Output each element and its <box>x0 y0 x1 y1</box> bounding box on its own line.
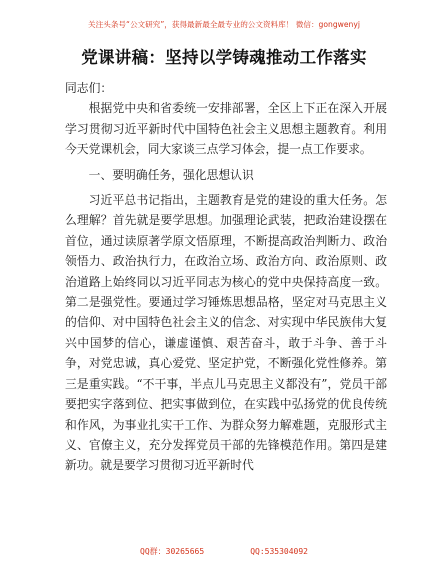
promo-banner: 关注头条号“公文研究”，获得最新最全最专业的公文资料库！ 微信：gongwenyj <box>88 20 360 29</box>
salutation: 同志们： <box>65 81 113 95</box>
footer-qq: QQ:535304092 <box>250 547 308 556</box>
intro-paragraph: 根据党中央和省委统一安排部署，全区上下正在深入开展学习贯彻习近平新时代中国特色社会主义思想主题教育。利用今天党课机会，同大家谈三点学习体会，提一点工作要求。 <box>65 101 387 157</box>
page-title: 党课讲稿：坚持以学铸魂推动工作落实 <box>81 48 367 67</box>
footer-qq-group: QQ群：30265665 <box>140 547 205 556</box>
body-paragraph: 习近平总书记指出，主题教育是党的建设的重大任务。怎么理解？首先就是要学思想。加强理论武装，把政治建设摆在首位，通过读原著学原文悟原理，不断提高政治判断力、政治领悟力、政治执行力，在政治立场、政治方向、政治原则、政治道路上始终同以习近平同志为核心的党中央保持高度一致。第二是强党性。要通过学习锤炼思想品格，坚定对马克思主义的信仰、对中国特色社会主义的信念、对实现中华民族伟大复兴中国梦的信心，谦虚谨慎、艰苦奋斗，敢于斗争、善于斗争，对党忠诚，真心爱党、坚定护党，不断强化党性修养。第三是重实践。“不干事，半点儿马克思主义都没有”，党员干部要把实字落到位、把实事做到位，在实践中弘扬党的优良传统和作风，为事业扎实干工作、为群众努力解难题，克服形式主义、官僚主义，充分发挥党员干部的先锋模范作用。第四是建新功。就是要学习贯彻习近平新时代 <box>65 193 387 473</box>
footer-contact <box>0 546 448 557</box>
section-heading: 一、要明确任务，强化思想认识 <box>88 167 254 182</box>
document-body <box>65 78 387 476</box>
